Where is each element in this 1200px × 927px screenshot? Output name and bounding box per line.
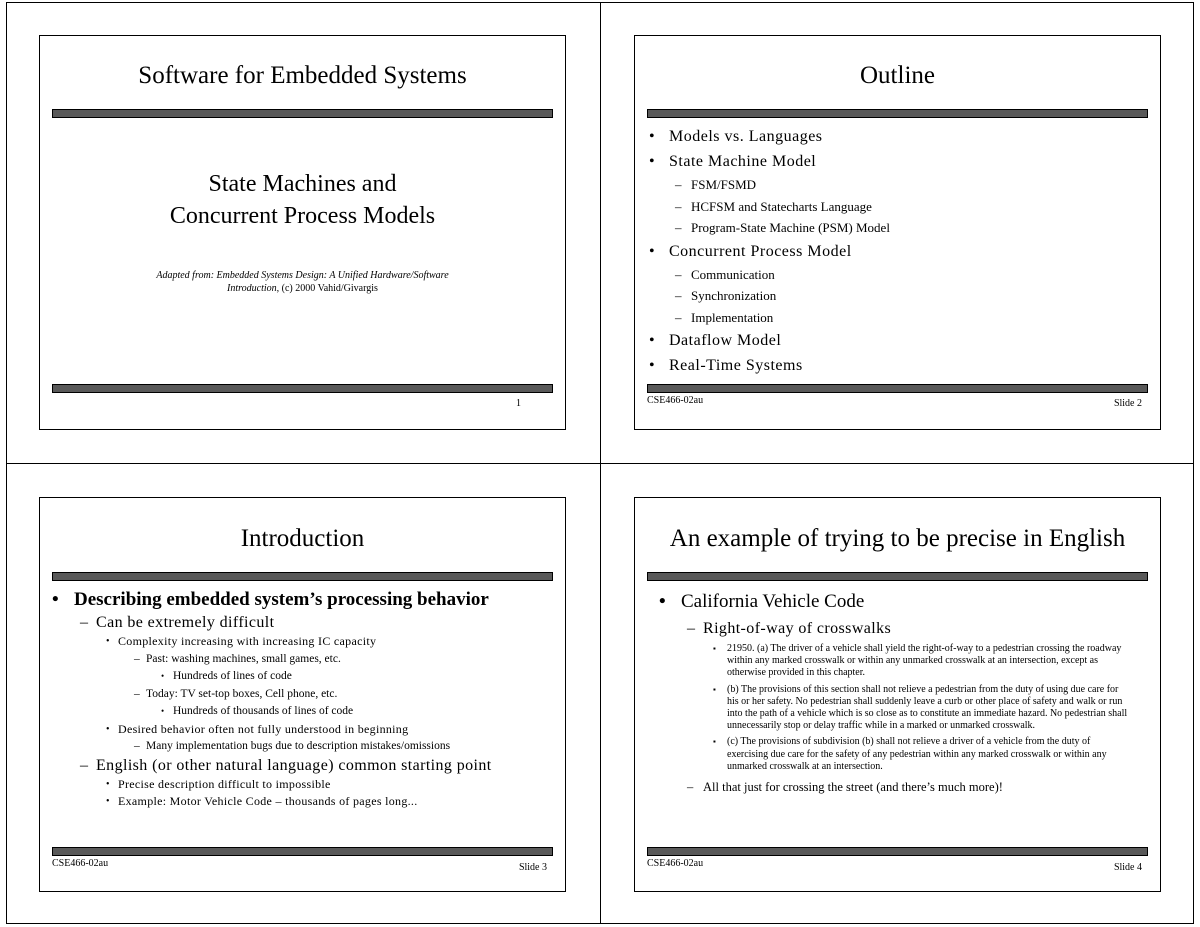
list-item xyxy=(40,776,492,794)
vehicle-code-list xyxy=(635,588,1131,797)
dash-marker: – xyxy=(675,288,682,303)
title-bar xyxy=(52,572,553,581)
item-text: Real-Time Systems xyxy=(669,357,803,374)
footer-course: CSE466-02au xyxy=(647,858,704,869)
bullet-marker: • xyxy=(649,128,656,145)
slide-3-title: Introduction xyxy=(240,525,365,552)
item-text: Describing embedded system’s processing behavior xyxy=(74,589,489,610)
item-text: FSM/FSMD xyxy=(691,177,757,192)
list-item xyxy=(40,651,492,669)
list-item xyxy=(635,736,1131,773)
credit-copyright: (c) 2000 Vahid/Givargis xyxy=(279,283,378,294)
dash-marker: – xyxy=(134,687,140,700)
slide-1-subtitle-line1: State Machines and xyxy=(208,171,397,197)
list-item xyxy=(635,174,890,196)
footer-course: CSE466-02au xyxy=(647,395,704,406)
bullet-marker: • xyxy=(106,723,110,735)
item-text: Example: Motor Vehicle Code – thousands of pages long... xyxy=(118,794,418,808)
item-text: Program-State Machine (PSM) Model xyxy=(691,220,890,235)
slide-3 xyxy=(39,497,566,892)
list-item xyxy=(635,307,890,329)
list-item xyxy=(635,196,890,218)
slide-2 xyxy=(634,35,1161,430)
dash-marker: – xyxy=(80,756,89,774)
title-bar xyxy=(647,572,1148,581)
list-item xyxy=(635,217,890,239)
bullet-marker: • xyxy=(659,591,666,612)
list-item xyxy=(40,613,492,633)
list-item xyxy=(635,777,1131,797)
bullet-marker: • xyxy=(52,589,59,610)
paragraph-text: 21950. (a) The driver of a vehicle shall yield the right-of-way to a pedestrian crossing the roadway within any marked crosswalk or within any unmarked crosswalk at an intersection, except as otherwise provided in this chapter. xyxy=(727,643,1122,679)
intro-list xyxy=(40,586,492,811)
list-item xyxy=(40,703,492,721)
item-text: Complexity increasing with increasing IC capacity xyxy=(118,634,377,648)
slide-1-title: Software for Embedded Systems xyxy=(138,62,467,89)
square-marker: ▪ xyxy=(713,644,716,653)
title-bar xyxy=(52,109,553,118)
footer-bar xyxy=(52,847,553,856)
slide-1 xyxy=(39,35,566,430)
item-text: Precise description difficult to impossible xyxy=(118,776,331,791)
outline-list xyxy=(635,124,890,378)
item-text: Implementation xyxy=(691,309,774,325)
item-text: Can be extremely difficult xyxy=(96,614,275,631)
list-item xyxy=(635,124,890,149)
item-text: English (or other natural language) common starting point xyxy=(96,756,492,774)
footer-slide-number: Slide 3 xyxy=(518,862,547,873)
paragraph-text: (b) The provisions of this section shall not relieve a pedestrian from the duty of using due care for his or her safety. No pedestrian shall suddenly leave a curb or other place of safety and walk or run into the path of a vehicle which is so close as to constitute an immediate hazard. No pedestrian shall unnecessarily stop or delay traffic while in a marked or unmarked crosswalk. xyxy=(727,683,1128,732)
item-text: Today: TV set-top boxes, Cell phone, etc. xyxy=(146,687,338,700)
credit-line-1: Adapted from: Embedded Systems Design: A Unified Hardware/Software xyxy=(156,270,449,281)
square-marker: ▪ xyxy=(713,737,716,747)
item-text: State Machine Model xyxy=(669,153,817,170)
bullet-marker: • xyxy=(106,778,110,790)
dash-marker: – xyxy=(675,198,682,214)
item-text: Concurrent Process Model xyxy=(669,242,852,260)
paragraph-text: (c) The provisions of subdivision (b) shall not relieve a driver of a vehicle from the duty of exercising due care for the safety of any pedestrian within any marked crosswalk or within any unmarked crosswalk at an intersection. xyxy=(727,736,1107,772)
list-item xyxy=(40,756,492,776)
footer-slide-number: Slide 4 xyxy=(1113,862,1142,873)
list-item xyxy=(40,721,492,739)
item-text: Past: washing machines, small games, etc. xyxy=(146,652,341,665)
square-marker: ▪ xyxy=(713,684,716,694)
list-item xyxy=(635,285,890,307)
bullet-marker: • xyxy=(161,671,165,681)
item-text: Desired behavior often not fully understood in beginning xyxy=(118,721,409,736)
list-item xyxy=(635,328,890,353)
page-number: 1 xyxy=(516,398,521,409)
footer-slide-number: Slide 2 xyxy=(1113,398,1142,409)
bullet-marker: • xyxy=(106,796,110,807)
list-item xyxy=(40,738,492,756)
bullet-marker: • xyxy=(161,706,165,716)
footer-bar xyxy=(647,847,1148,856)
bullet-marker: • xyxy=(649,357,656,374)
slide-1-credit xyxy=(40,269,565,295)
item-text: HCFSM and Statecharts Language xyxy=(691,198,872,214)
horizontal-divider xyxy=(6,463,1194,464)
dash-marker: – xyxy=(675,266,682,282)
credit-book-title: Introduction, xyxy=(227,283,280,294)
dash-marker: – xyxy=(134,652,140,665)
item-text: Many implementation bugs due to description mistakes/omissions xyxy=(146,740,451,752)
list-item xyxy=(40,668,492,686)
item-text: Synchronization xyxy=(691,288,777,303)
title-bar xyxy=(647,109,1148,118)
footer-bar xyxy=(52,384,553,393)
list-item xyxy=(635,353,890,378)
list-item xyxy=(635,684,1131,733)
list-item xyxy=(40,586,492,613)
slide-2-title: Outline xyxy=(860,62,935,89)
dash-marker: – xyxy=(687,620,696,637)
subheading-text: Right-of-way of crosswalks xyxy=(703,620,892,637)
list-item xyxy=(635,264,890,286)
dash-marker: – xyxy=(687,780,694,795)
slide-4 xyxy=(634,497,1161,892)
list-item xyxy=(635,615,1131,643)
heading-text: California Vehicle Code xyxy=(681,591,865,612)
bullet-marker: • xyxy=(106,636,110,647)
item-text: Models vs. Languages xyxy=(669,128,823,145)
closing-text: All that just for crossing the street (and there’s much more)! xyxy=(703,780,1003,795)
dash-marker: – xyxy=(134,740,140,752)
bullet-marker: • xyxy=(649,153,656,170)
list-item xyxy=(635,239,890,264)
footer-course: CSE466-02au xyxy=(52,858,109,869)
bullet-marker: • xyxy=(649,242,656,260)
item-text: Hundreds of lines of code xyxy=(173,670,292,682)
bullet-marker: • xyxy=(649,332,656,349)
slide-4-title: An example of trying to be precise in English xyxy=(669,525,1126,552)
list-item xyxy=(40,686,492,704)
list-item xyxy=(635,643,1131,680)
dash-marker: – xyxy=(675,309,682,325)
item-text: Dataflow Model xyxy=(669,332,782,349)
footer-bar xyxy=(647,384,1148,393)
dash-marker: – xyxy=(675,177,682,192)
list-item xyxy=(40,793,492,811)
slide-1-subtitle-line2: Concurrent Process Models xyxy=(169,203,436,229)
list-item xyxy=(635,149,890,174)
dash-marker: – xyxy=(675,220,682,235)
item-text: Hundreds of thousands of lines of code xyxy=(173,705,354,717)
list-item xyxy=(40,633,492,651)
credit-line-2 xyxy=(40,282,565,295)
list-item xyxy=(635,588,1131,615)
dash-marker: – xyxy=(80,614,89,631)
item-text: Communication xyxy=(691,266,775,282)
